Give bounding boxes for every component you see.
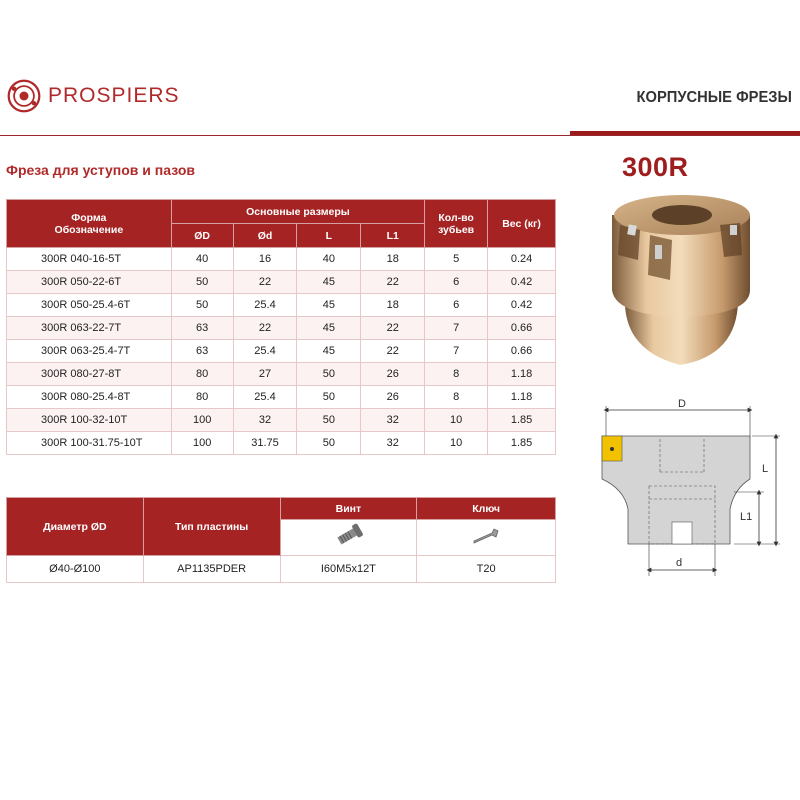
table-row (7, 409, 556, 432)
cell-name: 300R 063-22-7T (7, 317, 172, 340)
table-row (7, 363, 556, 386)
cell-L: 50 (297, 386, 361, 409)
cell-weight: 0.66 (488, 340, 556, 363)
table-row (7, 294, 556, 317)
cell-L1: 18 (361, 294, 425, 317)
screw-icon (328, 521, 368, 551)
header-L: L (297, 224, 361, 248)
cell-weight: 1.85 (488, 432, 556, 455)
cell-diameter: Ø40-Ø100 (7, 556, 144, 583)
table-row (7, 340, 556, 363)
header-L1: L1 (361, 224, 425, 248)
cell-d: 25.4 (233, 340, 297, 363)
cell-L1: 18 (361, 248, 425, 271)
cell-name: 300R 040-16-5T (7, 248, 172, 271)
cell-name: 300R 080-27-8T (7, 363, 172, 386)
cell-d: 27 (233, 363, 297, 386)
cell-L1: 26 (361, 386, 425, 409)
header-form-label: Форма (71, 211, 107, 224)
screw-image (280, 520, 417, 556)
cell-teeth: 7 (425, 317, 488, 340)
cell-L: 45 (297, 317, 361, 340)
cell-L1: 32 (361, 432, 425, 455)
cell-d: 32 (233, 409, 297, 432)
technical-drawing (594, 394, 790, 579)
cell-weight: 1.18 (488, 363, 556, 386)
cell-weight: 0.66 (488, 317, 556, 340)
cell-name: 300R 080-25.4-8T (7, 386, 172, 409)
cell-name: 300R 050-25.4-6T (7, 294, 172, 317)
cell-teeth: 10 (425, 432, 488, 455)
table-row (7, 556, 556, 583)
brand-emblem-icon (6, 78, 42, 114)
table-row (7, 317, 556, 340)
cell-D: 80 (171, 363, 233, 386)
cell-L1: 26 (361, 363, 425, 386)
cell-L: 45 (297, 294, 361, 317)
cell-L1: 22 (361, 271, 425, 294)
header-divider (0, 135, 800, 136)
dim-d-label: d (676, 557, 683, 569)
product-subtitle: Фреза для уступов и пазов (6, 162, 195, 178)
cell-name: 300R 100-32-10T (7, 409, 172, 432)
cell-weight: 0.24 (488, 248, 556, 271)
cell-weight: 0.42 (488, 294, 556, 317)
cell-L1: 22 (361, 340, 425, 363)
cell-screw: I60M5x12T (280, 556, 417, 583)
header-designation-label: Обозначение (54, 223, 124, 236)
cell-weight: 1.85 (488, 409, 556, 432)
cell-L1: 32 (361, 409, 425, 432)
cell-d: 31.75 (233, 432, 297, 455)
table-row (7, 248, 556, 271)
cell-L: 50 (297, 363, 361, 386)
header-d: Ød (233, 224, 297, 248)
cell-teeth: 6 (425, 271, 488, 294)
accessory-table (6, 497, 556, 583)
cell-L: 50 (297, 432, 361, 455)
cell-L: 50 (297, 409, 361, 432)
cell-teeth: 10 (425, 409, 488, 432)
table-row (7, 432, 556, 455)
header-divider-accent (570, 131, 800, 135)
cell-L: 45 (297, 340, 361, 363)
cell-L1: 22 (361, 317, 425, 340)
header-weight: Вес (кг) (488, 200, 556, 248)
cell-weight: 0.42 (488, 271, 556, 294)
cell-name: 300R 050-22-6T (7, 271, 172, 294)
cell-d: 22 (233, 317, 297, 340)
cell-D: 100 (171, 432, 233, 455)
cell-name: 300R 100-31.75-10T (7, 432, 172, 455)
cell-D: 80 (171, 386, 233, 409)
model-code: 300R (622, 152, 689, 182)
cell-teeth: 6 (425, 294, 488, 317)
header-D: ØD (171, 224, 233, 248)
cell-d: 16 (233, 248, 297, 271)
table-row (7, 386, 556, 409)
cell-key: T20 (417, 556, 556, 583)
cell-D: 50 (171, 294, 233, 317)
cell-teeth: 5 (425, 248, 488, 271)
cell-D: 50 (171, 271, 233, 294)
brand-logo (6, 76, 196, 116)
key-image (417, 520, 556, 556)
header-screw: Винт (280, 498, 417, 520)
brand-name: PROSPIERS (48, 84, 180, 107)
cell-d: 25.4 (233, 386, 297, 409)
header-insert: Тип пластины (143, 498, 280, 556)
cell-L: 40 (297, 248, 361, 271)
dim-L-label: L (762, 463, 769, 475)
header-teeth: Кол-во зубьев (425, 200, 488, 248)
cell-D: 100 (171, 409, 233, 432)
cell-name: 300R 063-25.4-7T (7, 340, 172, 363)
cell-teeth: 8 (425, 363, 488, 386)
cell-d: 22 (233, 271, 297, 294)
cell-teeth: 7 (425, 340, 488, 363)
cell-d: 25.4 (233, 294, 297, 317)
cell-teeth: 8 (425, 386, 488, 409)
header-key: Ключ (417, 498, 556, 520)
cell-insert: AP1135PDER (143, 556, 280, 583)
section-title: КОРПУСНЫЕ ФРЕЗЫ (636, 89, 792, 106)
key-icon (466, 521, 506, 551)
cell-weight: 1.18 (488, 386, 556, 409)
product-photo (600, 185, 765, 375)
cell-D: 63 (171, 340, 233, 363)
cell-D: 63 (171, 317, 233, 340)
header-diameter: Диаметр ØD (7, 498, 144, 556)
table-row (7, 271, 556, 294)
header-dimensions: Основные размеры (171, 200, 424, 224)
spec-table (6, 199, 556, 455)
dim-D-label: D (678, 398, 686, 410)
cell-L: 45 (297, 271, 361, 294)
dim-L1-label: L1 (740, 511, 753, 523)
header-form (7, 200, 172, 248)
cell-D: 40 (171, 248, 233, 271)
